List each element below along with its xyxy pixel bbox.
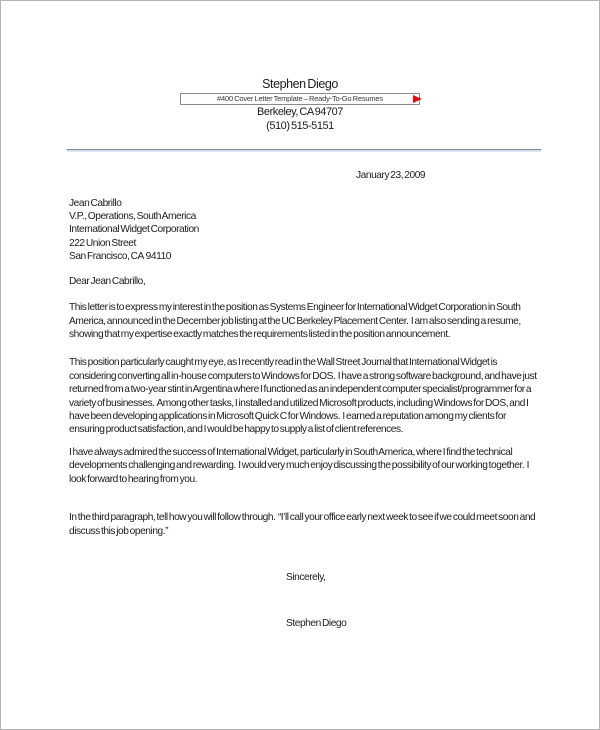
recipient-street: 222 Union Street: [69, 237, 136, 249]
paragraph-intro: This letter is to express my interest in the position as Systems Engineer for International Widget Corporation in South America, announced in the December job listing at the UC Berkeley Placement Center. I am also sending a resume, showing that my expertise exactly matches the requirements listed in the position announcement.: [69, 302, 522, 341]
recipient-city-line: San Francisco, CA 94110: [69, 250, 171, 262]
template-banner-label: #400 Cover Letter Template – Ready-To-Go Resumes: [217, 94, 383, 103]
paragraph-interest: I have always admired the success of International Widget, particularly in South America, where I find the technical developments challenging and rewarding. I would very much enjoy discussing the possibility of our working together. I look forward to hearing from you.: [69, 446, 531, 485]
template-banner: [180, 93, 420, 105]
letterhead: [1, 77, 599, 133]
letterhead-city-line: Berkeley, CA 94707: [257, 106, 343, 118]
letter-body: [69, 169, 541, 630]
divider-rule: [67, 149, 541, 152]
paragraph-follow-up: In the third paragraph, tell how you will follow through. “I’ll call your office early next week to see if we could meet soon and discuss this job opening.”: [69, 512, 537, 537]
salutation: Dear Jean Cabrillo,: [69, 276, 146, 288]
letter-date: January 23, 2009: [356, 170, 426, 181]
recipient-block: [69, 197, 541, 263]
letterhead-name: Stephen Diego: [262, 77, 338, 91]
letterhead-phone: (510) 515-5151: [266, 119, 334, 132]
recipient-title: V.P., Operations, South America: [69, 211, 196, 223]
signature-name: Stephen Diego: [286, 617, 347, 629]
red-flag-icon: [413, 95, 422, 103]
recipient-company: International Widget Corporation: [69, 224, 199, 236]
paragraph-background: This position particularly caught my eye, as I recently read in the Wall Street Journal that International Widget is considering converting all in-house computers to Windows for DOS. I have a strong software background, and have just returned from a two-year stint in Argentina where I functioned as an independent computer specialist/programmer for a variety of businesses. Among other tasks, I installed and utilized Microsoft products, including Windows for DOS, and I have been developing applications in Microsoft Quick C for Windows. I earned a reputation among my clients for ensuring product satisfaction, and I would be happy to supply a list of client references.: [69, 357, 538, 436]
recipient-name: Jean Cabrillo: [69, 198, 122, 209]
valediction: Sincerely,: [286, 571, 326, 583]
